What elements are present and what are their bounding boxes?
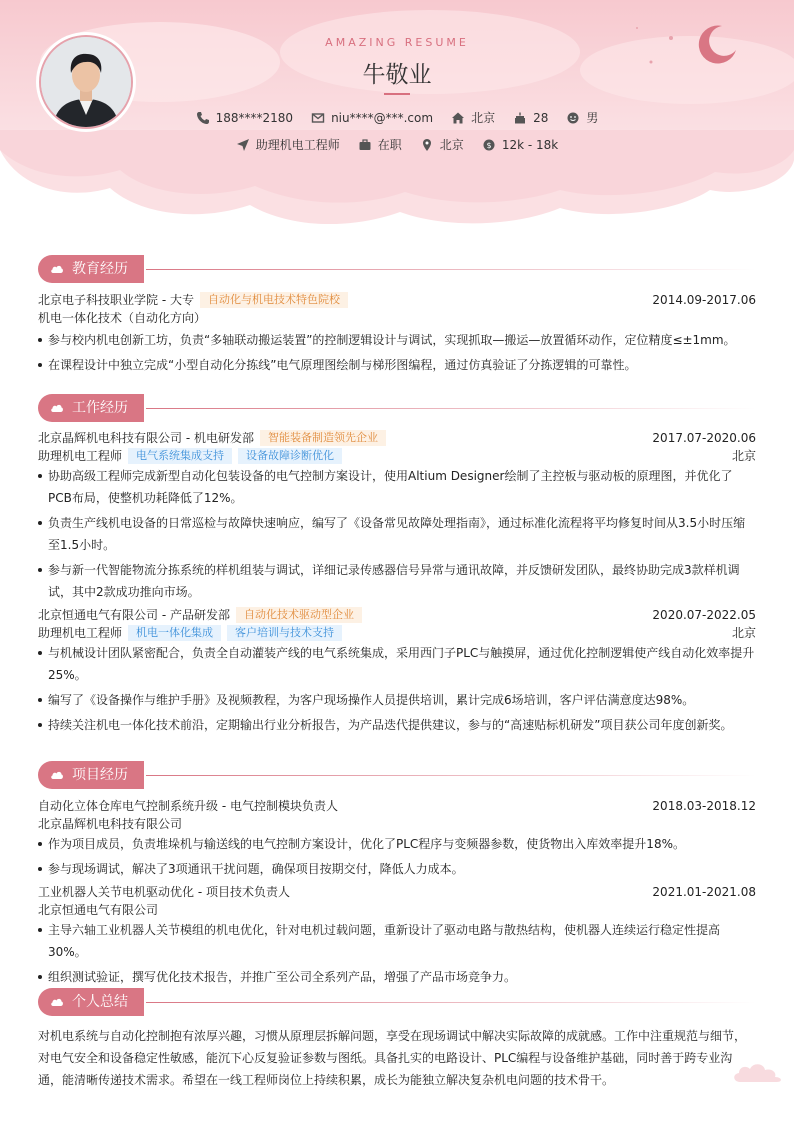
list-item: 参与校内机电创新工坊，负责“多轴联动搬运装置”的控制逻辑设计与调试，实现抓取—搬运—放置循环动作，定位精度≤±1mm。 <box>38 329 756 351</box>
education-bullets <box>38 329 756 376</box>
email-text: niu****@***.com <box>331 110 434 125</box>
education-section <box>38 254 756 379</box>
gender-text: 男 <box>586 111 599 125</box>
list-item: 在课程设计中独立完成“小型自动化分拣线”电气原理图绘制与梯形图编程，通过仿真验证了分拣逻辑的可靠性。 <box>38 354 756 376</box>
gender-item <box>566 109 598 126</box>
cloud-icon <box>50 403 64 413</box>
section-title-tag <box>38 761 144 789</box>
face-icon <box>566 111 580 125</box>
mail-icon <box>311 111 325 125</box>
target-position-item <box>236 136 340 153</box>
school-name: 北京电子科技职业学院 - 大专 <box>38 293 194 307</box>
project-header-row <box>38 797 756 815</box>
money-icon <box>482 138 496 152</box>
project-date: 2021.01-2021.08 <box>652 885 756 899</box>
job-status-item <box>358 136 402 153</box>
cloud-icon <box>50 264 64 274</box>
job-role: 助理机电工程师 <box>38 626 123 640</box>
summary-text: 对机电系统与自动化控制抱有浓厚兴趣，习惯从原理层拆解问题，享受在现场调试中解决实际故障的成就感。工作中注重规范与细节，对电气安全和设备稳定性敏感，能沉下心反复验证参数与图纸。具备扎实的电路设计、PLC编程与设备维护基础，同时善于跨专业沟通，能清晰传递技术需求。希望在一线工程师岗位上持续积累，成长为能独立解决复杂机电问题的技术骨干。 <box>38 1029 747 1087</box>
section-title: 个人总结 <box>72 994 128 1010</box>
target-city-item <box>420 136 464 153</box>
location-icon <box>420 138 434 152</box>
age-text: 28 <box>533 110 549 125</box>
summary-section <box>38 987 756 1091</box>
job-city: 北京 <box>731 449 756 463</box>
job-intent-row <box>0 136 794 153</box>
job-bullets <box>38 465 756 603</box>
send-icon <box>236 138 250 152</box>
phone-icon <box>196 111 210 125</box>
company-name: 北京恒通电气有限公司 - 产品研发部 <box>38 608 230 622</box>
projects-section <box>38 760 756 991</box>
home-icon <box>451 111 465 125</box>
job-role: 助理机电工程师 <box>38 449 123 463</box>
phone-text: 188****2180 <box>215 110 294 125</box>
company-badge: 智能装备制造领先企业 <box>260 430 386 446</box>
project-date: 2018.03-2018.12 <box>652 799 756 813</box>
job-bullets <box>38 642 756 736</box>
section-title-tag <box>38 394 144 422</box>
project-name: 工业机器人关节电机驱动优化 - 项目技术负责人 <box>38 885 290 899</box>
project-name: 自动化立体仓库电气控制系统升级 - 电气控制模块负责人 <box>38 799 338 813</box>
cloud-icon <box>50 770 64 780</box>
project-bullets <box>38 833 756 880</box>
job-entry <box>38 429 756 603</box>
name-underline <box>384 93 410 95</box>
project-org: 北京恒通电气有限公司 <box>38 903 159 917</box>
project-bullets <box>38 919 756 988</box>
list-item: 作为项目成员，负责堆垛机与输送线的电气控制方案设计，优化了PLC程序与变频器参数，使货物出入库效率提升18%。 <box>38 833 756 855</box>
salary-item <box>482 138 558 152</box>
company-badge: 自动化技术驱动型企业 <box>236 607 362 623</box>
list-item: 负责生产线机电设备的日常巡检与故障快速响应，编写了《设备常见故障处理指南》，通过标准化流程将平均修复时间从3.5小时压缩至1.5小时。 <box>38 512 756 556</box>
list-item: 主导六轴工业机器人关节模组的机电优化，针对电机过载问题，重新设计了驱动电路与散热结构，使机器人连续运行稳定性提高30%。 <box>38 919 756 963</box>
resume-tagline: AMAZING RESUME <box>325 36 469 49</box>
project-org-row <box>38 815 756 833</box>
svg-text:$: $ <box>486 140 492 150</box>
section-header <box>38 393 756 423</box>
list-item: 参与现场调试，解决了3项通讯干扰问题，确保项目按期交付，降低人力成本。 <box>38 858 756 880</box>
major-name: 机电一体化技术（自动化方向） <box>38 311 207 325</box>
job-tag: 机电一体化集成 <box>128 625 221 641</box>
list-item: 组织测试验证，撰写优化技术报告，并推广至公司全系列产品，增强了产品市场竞争力。 <box>38 966 756 988</box>
job-tag: 电气系统集成支持 <box>128 448 232 464</box>
job-role-row <box>38 624 756 642</box>
section-title: 项目经历 <box>72 767 128 783</box>
section-header <box>38 760 756 790</box>
list-item: 持续关注机电一体化技术前沿，定期输出行业分析报告，为产品迭代提供建议，参与的“高速贴标机研发”项目获公司年度创新奖。 <box>38 714 756 736</box>
section-divider <box>146 269 756 270</box>
project-entry <box>38 797 756 880</box>
salary-text: 12k - 18k <box>501 137 559 152</box>
hometown-item <box>451 109 495 126</box>
project-org-row <box>38 901 756 919</box>
education-date: 2014.09-2017.06 <box>652 293 756 307</box>
contact-row <box>0 109 794 126</box>
project-entry <box>38 883 756 988</box>
major-row <box>38 309 756 327</box>
email-item <box>311 111 433 125</box>
list-item: 协助高级工程师完成新型自动化包装设备的电气控制方案设计，使用Altium Designer绘制了主控板与驱动板的原理图，并优化了PCB布局，使整机功耗降低了12%。 <box>38 465 756 509</box>
hometown-text: 北京 <box>471 111 496 125</box>
phone-item <box>196 111 293 125</box>
work-section <box>38 393 756 739</box>
section-header <box>38 987 756 1017</box>
job-tag: 设备故障诊断优化 <box>238 448 342 464</box>
section-title-tag <box>38 255 144 283</box>
job-date: 2017.07-2020.06 <box>652 431 756 445</box>
section-divider <box>146 775 756 776</box>
education-header-row <box>38 291 756 309</box>
job-status-text: 在职 <box>377 138 402 152</box>
cloud-icon <box>50 997 64 1007</box>
job-header-row <box>38 606 756 624</box>
target-position-text: 助理机电工程师 <box>255 138 340 152</box>
job-entry <box>38 606 756 736</box>
candidate-name: 牛敬业 <box>362 62 432 88</box>
decorative-cloud-icon <box>730 1058 786 1086</box>
list-item: 参与新一代智能物流分拣系统的样机组装与调试，详细记录传感器信号异常与通讯故障，并反馈研发团队，最终协助完成3款样机调试，其中2款成功推向市场。 <box>38 559 756 603</box>
list-item: 编写了《设备操作与维护手册》及视频教程，为客户现场操作人员提供培训，累计完成6场培训，客户评估满意度达98%。 <box>38 689 756 711</box>
cake-icon <box>513 111 527 125</box>
briefcase-icon <box>358 138 372 152</box>
job-city: 北京 <box>731 626 756 640</box>
section-title-tag <box>38 988 144 1016</box>
company-name: 北京晶辉机电科技有限公司 - 机电研发部 <box>38 431 254 445</box>
age-item <box>513 111 548 125</box>
school-badge: 自动化与机电技术特色院校 <box>200 292 348 308</box>
section-title: 教育经历 <box>72 261 128 277</box>
project-header-row <box>38 883 756 901</box>
job-tag: 客户培训与技术支持 <box>227 625 342 641</box>
target-city-text: 北京 <box>439 138 464 152</box>
job-header-row <box>38 429 756 447</box>
job-role-row <box>38 447 756 465</box>
section-divider <box>146 1002 756 1003</box>
section-divider <box>146 408 756 409</box>
project-org: 北京晶辉机电科技有限公司 <box>38 817 183 831</box>
section-header <box>38 254 756 284</box>
list-item: 与机械设计团队紧密配合，负责全自动灌装产线的电气系统集成，采用西门子PLC与触摸屏，通过优化控制逻辑使产线自动化效率提升25%。 <box>38 642 756 686</box>
job-date: 2020.07-2022.05 <box>652 608 756 622</box>
section-title: 工作经历 <box>72 400 128 416</box>
